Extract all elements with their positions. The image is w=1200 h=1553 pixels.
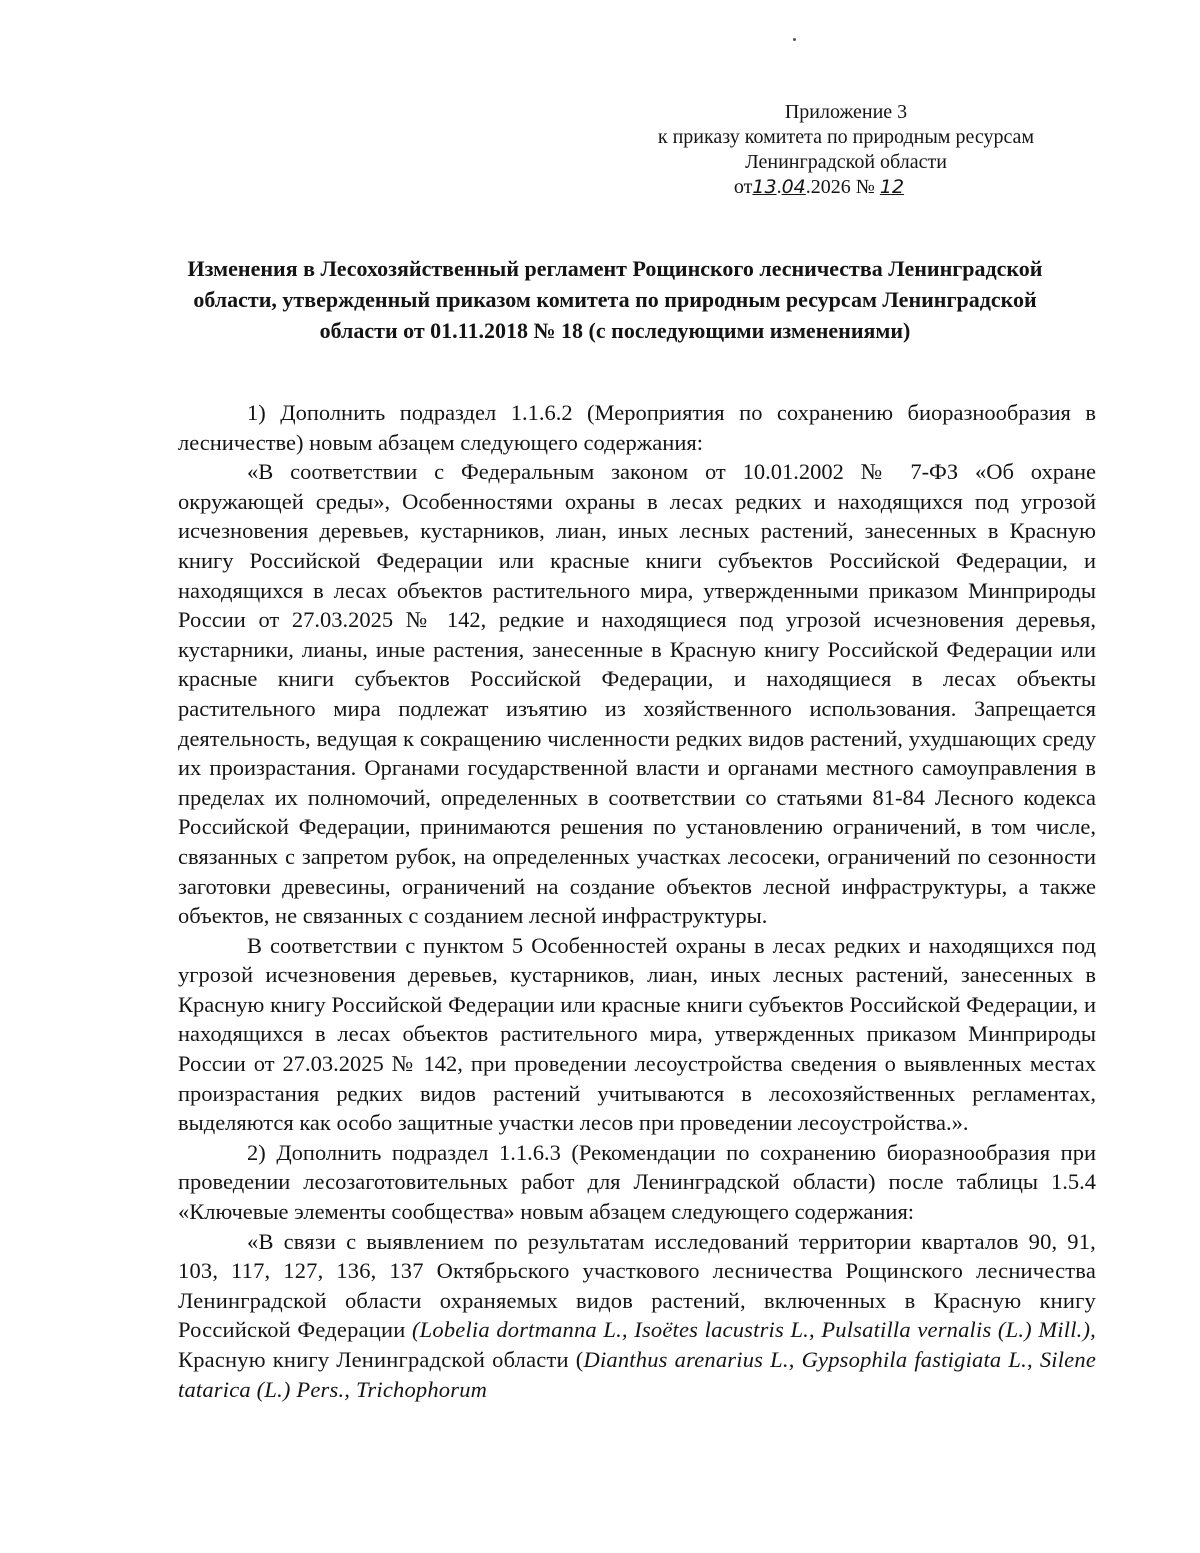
appendix-number: Приложение 3 bbox=[784, 101, 908, 123]
quote-3-text-a: «В связи с выявлением по результатам исследований территории кварталов 90, 91, 103, 117, 127, 136, 137 Октябрьского участкового лесничества Рощинского лесничества Ленинградской области охраняемых видов растений, включенных в Красную книгу Российской Федерации bbox=[178, 1228, 1096, 1343]
paragraph-quote-2: В соответствии с пунктом 5 Особенностей охраны в лесах редких и находящихся под угрозой исчезновения деревьев, кустарников, лиан, иных лесных растений, занесенных в Красную книгу Российской Федерации или красные книги субъектов Российской Федерации, и находящихся в лесах объектов растительного мира, утвержденных приказом Минприроды России от 27.03.2025 № 142, при проведении лесоустройства сведения о выявленных местах произрастания редких видов растений учитываются в лесохозяйственных регламентах, выделяются как особо защитные участки лесов при проведении лесоустройства.». bbox=[178, 932, 1096, 1136]
appendix-order-ref: к приказу комитета по природным ресурсам bbox=[657, 126, 1035, 148]
document-body bbox=[178, 398, 1096, 1404]
quote-3-text-b: Красную книгу Ленинградской области ( bbox=[178, 1347, 584, 1372]
appendix-region: Ленинградской области bbox=[745, 151, 947, 173]
order-number-handwritten: 12 bbox=[879, 176, 905, 198]
date-separator: . bbox=[776, 176, 782, 198]
paragraph-item-2: 2) Дополнить подраздел 1.1.6.3 (Рекомендации по сохранению биоразнообразия при проведении лесозаготовительных работ для Ленинградской области) после таблицы 1.5.4 «Ключевые элементы сообщества» новым абзацем следующего содержания: bbox=[178, 1139, 1096, 1225]
scan-speck bbox=[793, 38, 796, 41]
species-list-federal: (Lobelia dortmanna L., Isoëtes lacustris L., Pulsatilla vernalis (L.) Mill.), bbox=[411, 1317, 1096, 1343]
paragraph-item-1: 1) Дополнить подраздел 1.1.6.2 (Мероприятия по сохранению биоразнообразия в лесничестве) новым абзацем следующего содержания: bbox=[178, 400, 1096, 455]
date-year: .2026 № bbox=[805, 176, 875, 198]
species-list-regional: Dianthus arenarius L., Gypsophila fastigiata L., Silene tatarica (L.) Pers., Trichophorum bbox=[178, 1347, 1096, 1402]
paragraph-quote-1: «В соответствии с Федеральным законом от 10.01.2002 № 7-ФЗ «Об охране окружающей среды», Особенностями охраны в лесах редких и находящихся под угрозой исчезновения деревьев, кустарников, лиан, иных лесных растений, занесенных в Красную книгу Российской Федерации или красные книги субъектов Российской Федерации, и находящихся в лесах объектов растительного мира, утвержденными приказом Минприроды России от 27.03.2025 № 142, редкие и находящиеся под угрозой исчезновения деревья, кустарники, лианы, иные растения, занесенные в Красную книгу Российской Федерации или красные книги субъектов Российской Федерации, и находящиеся в лесах объекты растительного мира подлежат изъятию из хозяйственного использования. Запрещается деятельность, ведущая к сокращению численности редких видов растений, ухудшающих среду их произрастания. Органами государственной власти и органами местного самоуправления в пределах их полномочий, определенных в соответствии со статьями 81-84 Лесного кодекса Российской Федерации, принимаются решения по установлению ограничений, в том числе, связанных с запретом рубок, на определенных участках лесосеки, ограничений по сезонности заготовки древесины, ограничений на создание объектов лесной инфраструктуры, а также объектов, не связанных с созданием лесной инфраструктуры. bbox=[178, 459, 1096, 929]
date-day-handwritten: 13 bbox=[752, 176, 777, 198]
date-month-handwritten: 04 bbox=[781, 176, 806, 198]
date-prefix: от bbox=[733, 176, 753, 198]
paragraph-quote-3 bbox=[178, 1227, 1096, 1405]
document-title: Изменения в Лесохозяйственный регламент Рощинского лесничества Ленинградской области, утвержденный приказом комитета по природным ресурсам Ленинградской области от 01.11.2018 № 18 (с последующими изменениями) bbox=[187, 256, 1043, 343]
appendix-header bbox=[600, 100, 1092, 200]
appendix-date-line bbox=[573, 175, 1065, 200]
